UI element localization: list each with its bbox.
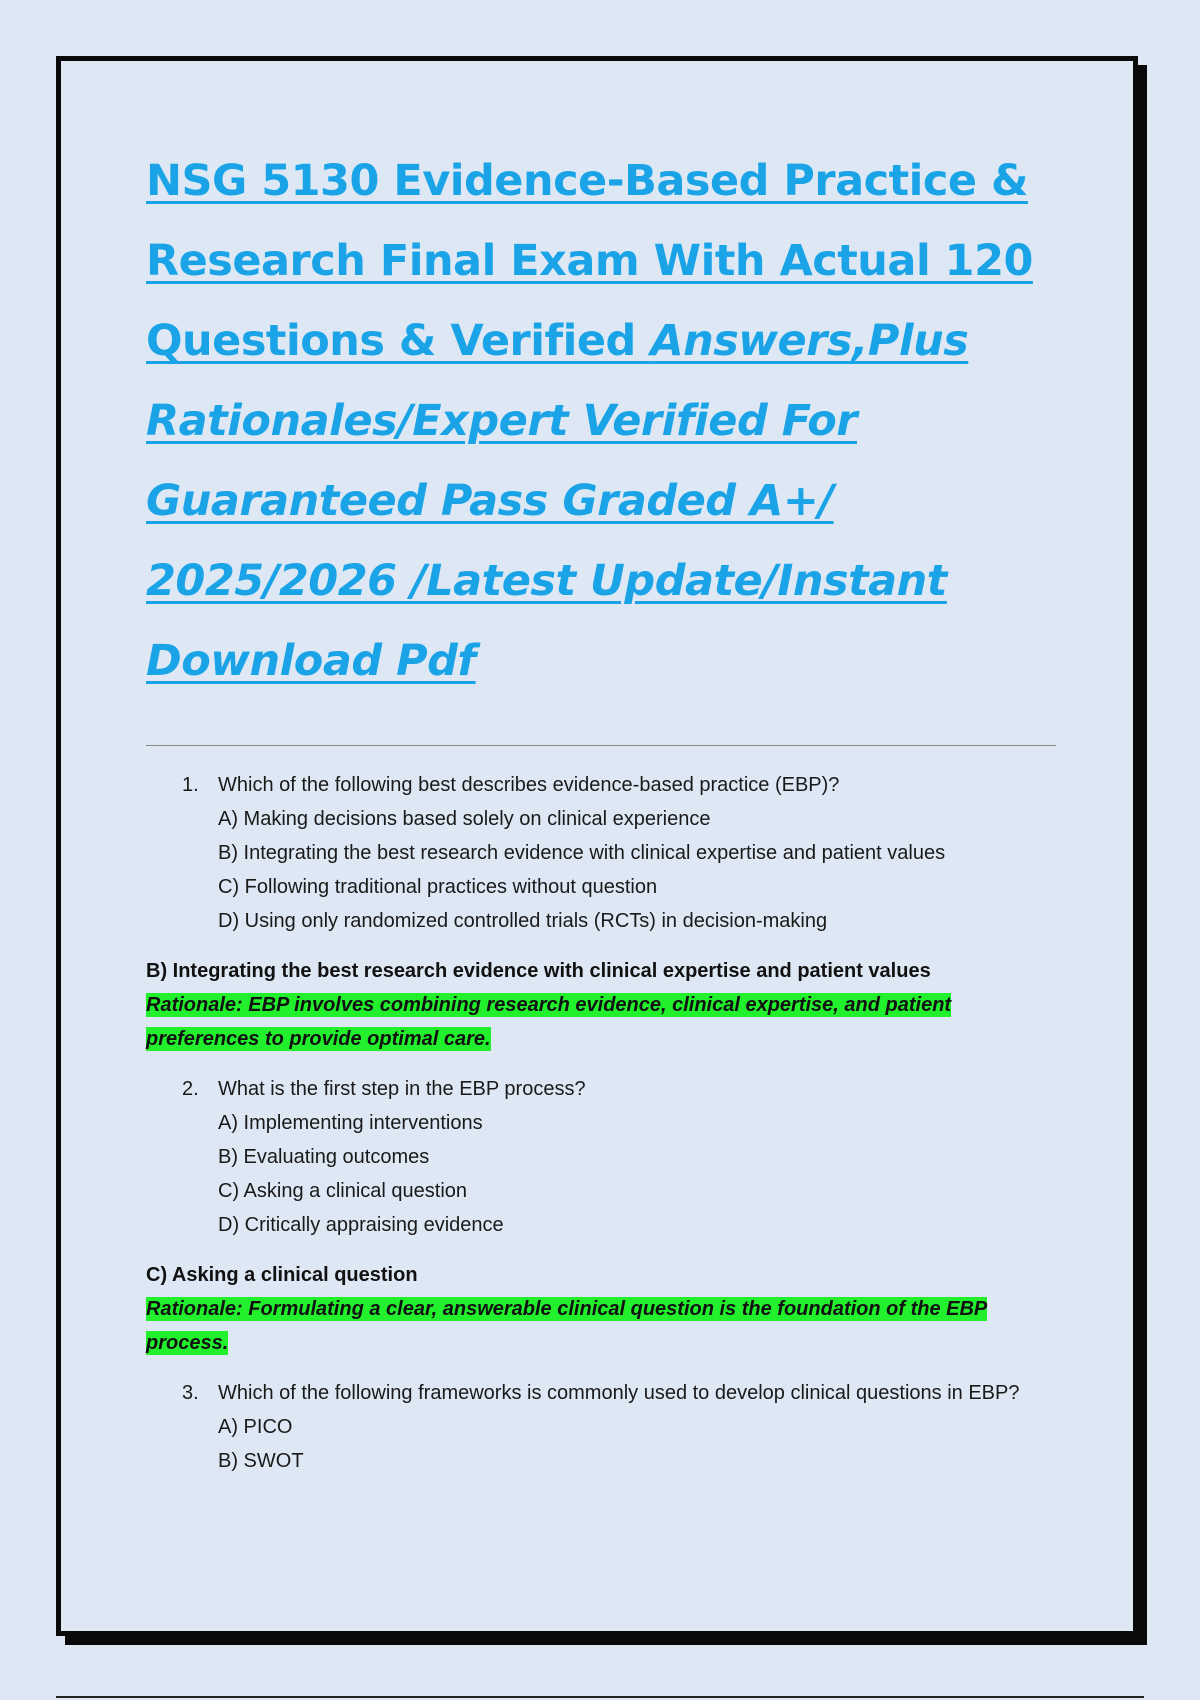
- question-1: [146, 768, 1056, 938]
- rationale-highlight: Rationale: EBP involves combining research evidence, clinical expertise, and patient preferences to provide optimal care.: [146, 994, 952, 1050]
- question-2: [146, 1072, 1056, 1242]
- title-plain: NSG 5130 Evidence-Based Practice & Research Final Exam With Actual 120 Questions & Verified: [146, 156, 1033, 366]
- option-b: B) Integrating the best research evidence with clinical expertise and patient values: [218, 842, 946, 864]
- answer-1: B) Integrating the best research evidence with clinical expertise and patient values: [146, 960, 931, 982]
- option-c: C) Following traditional practices without question: [218, 876, 658, 898]
- option-d: D) Critically appraising evidence: [218, 1214, 504, 1236]
- document-title[interactable]: [146, 141, 1056, 701]
- rationale-highlight: Rationale: Formulating a clear, answerable clinical question is the foundation of the EBP process.: [146, 1298, 988, 1354]
- option-a: A) PICO: [218, 1416, 293, 1438]
- page-content: [146, 141, 1056, 1478]
- question-number: 1.: [182, 774, 199, 796]
- question-text: Which of the following frameworks is commonly used to develop clinical questions in EBP?: [218, 1382, 1020, 1404]
- option-b: B) SWOT: [218, 1450, 304, 1472]
- question-number: 2.: [182, 1078, 199, 1100]
- title-italic: Answers,Plus Rationales/Expert Verified For Guaranteed Pass Graded A+/ 2025/2026 /Latest Update/Instant Download Pdf: [146, 316, 969, 686]
- option-a: A) Implementing interventions: [218, 1112, 483, 1134]
- rationale-2: [146, 1292, 1056, 1360]
- answer-2: C) Asking a clinical question: [146, 1264, 418, 1286]
- question-text: Which of the following best describes evidence-based practice (EBP)?: [218, 774, 840, 796]
- horizontal-divider: [146, 745, 1056, 746]
- question-number: 3.: [182, 1382, 199, 1404]
- rationale-1: [146, 988, 1056, 1056]
- question-text: What is the first step in the EBP process?: [218, 1078, 586, 1100]
- question-3: [146, 1376, 1056, 1478]
- next-page-edge: [56, 1696, 1144, 1698]
- option-a: A) Making decisions based solely on clinical experience: [218, 808, 711, 830]
- document-page: [56, 56, 1138, 1636]
- option-d: D) Using only randomized controlled trials (RCTs) in decision-making: [218, 910, 828, 932]
- option-b: B) Evaluating outcomes: [218, 1146, 430, 1168]
- option-c: C) Asking a clinical question: [218, 1180, 468, 1202]
